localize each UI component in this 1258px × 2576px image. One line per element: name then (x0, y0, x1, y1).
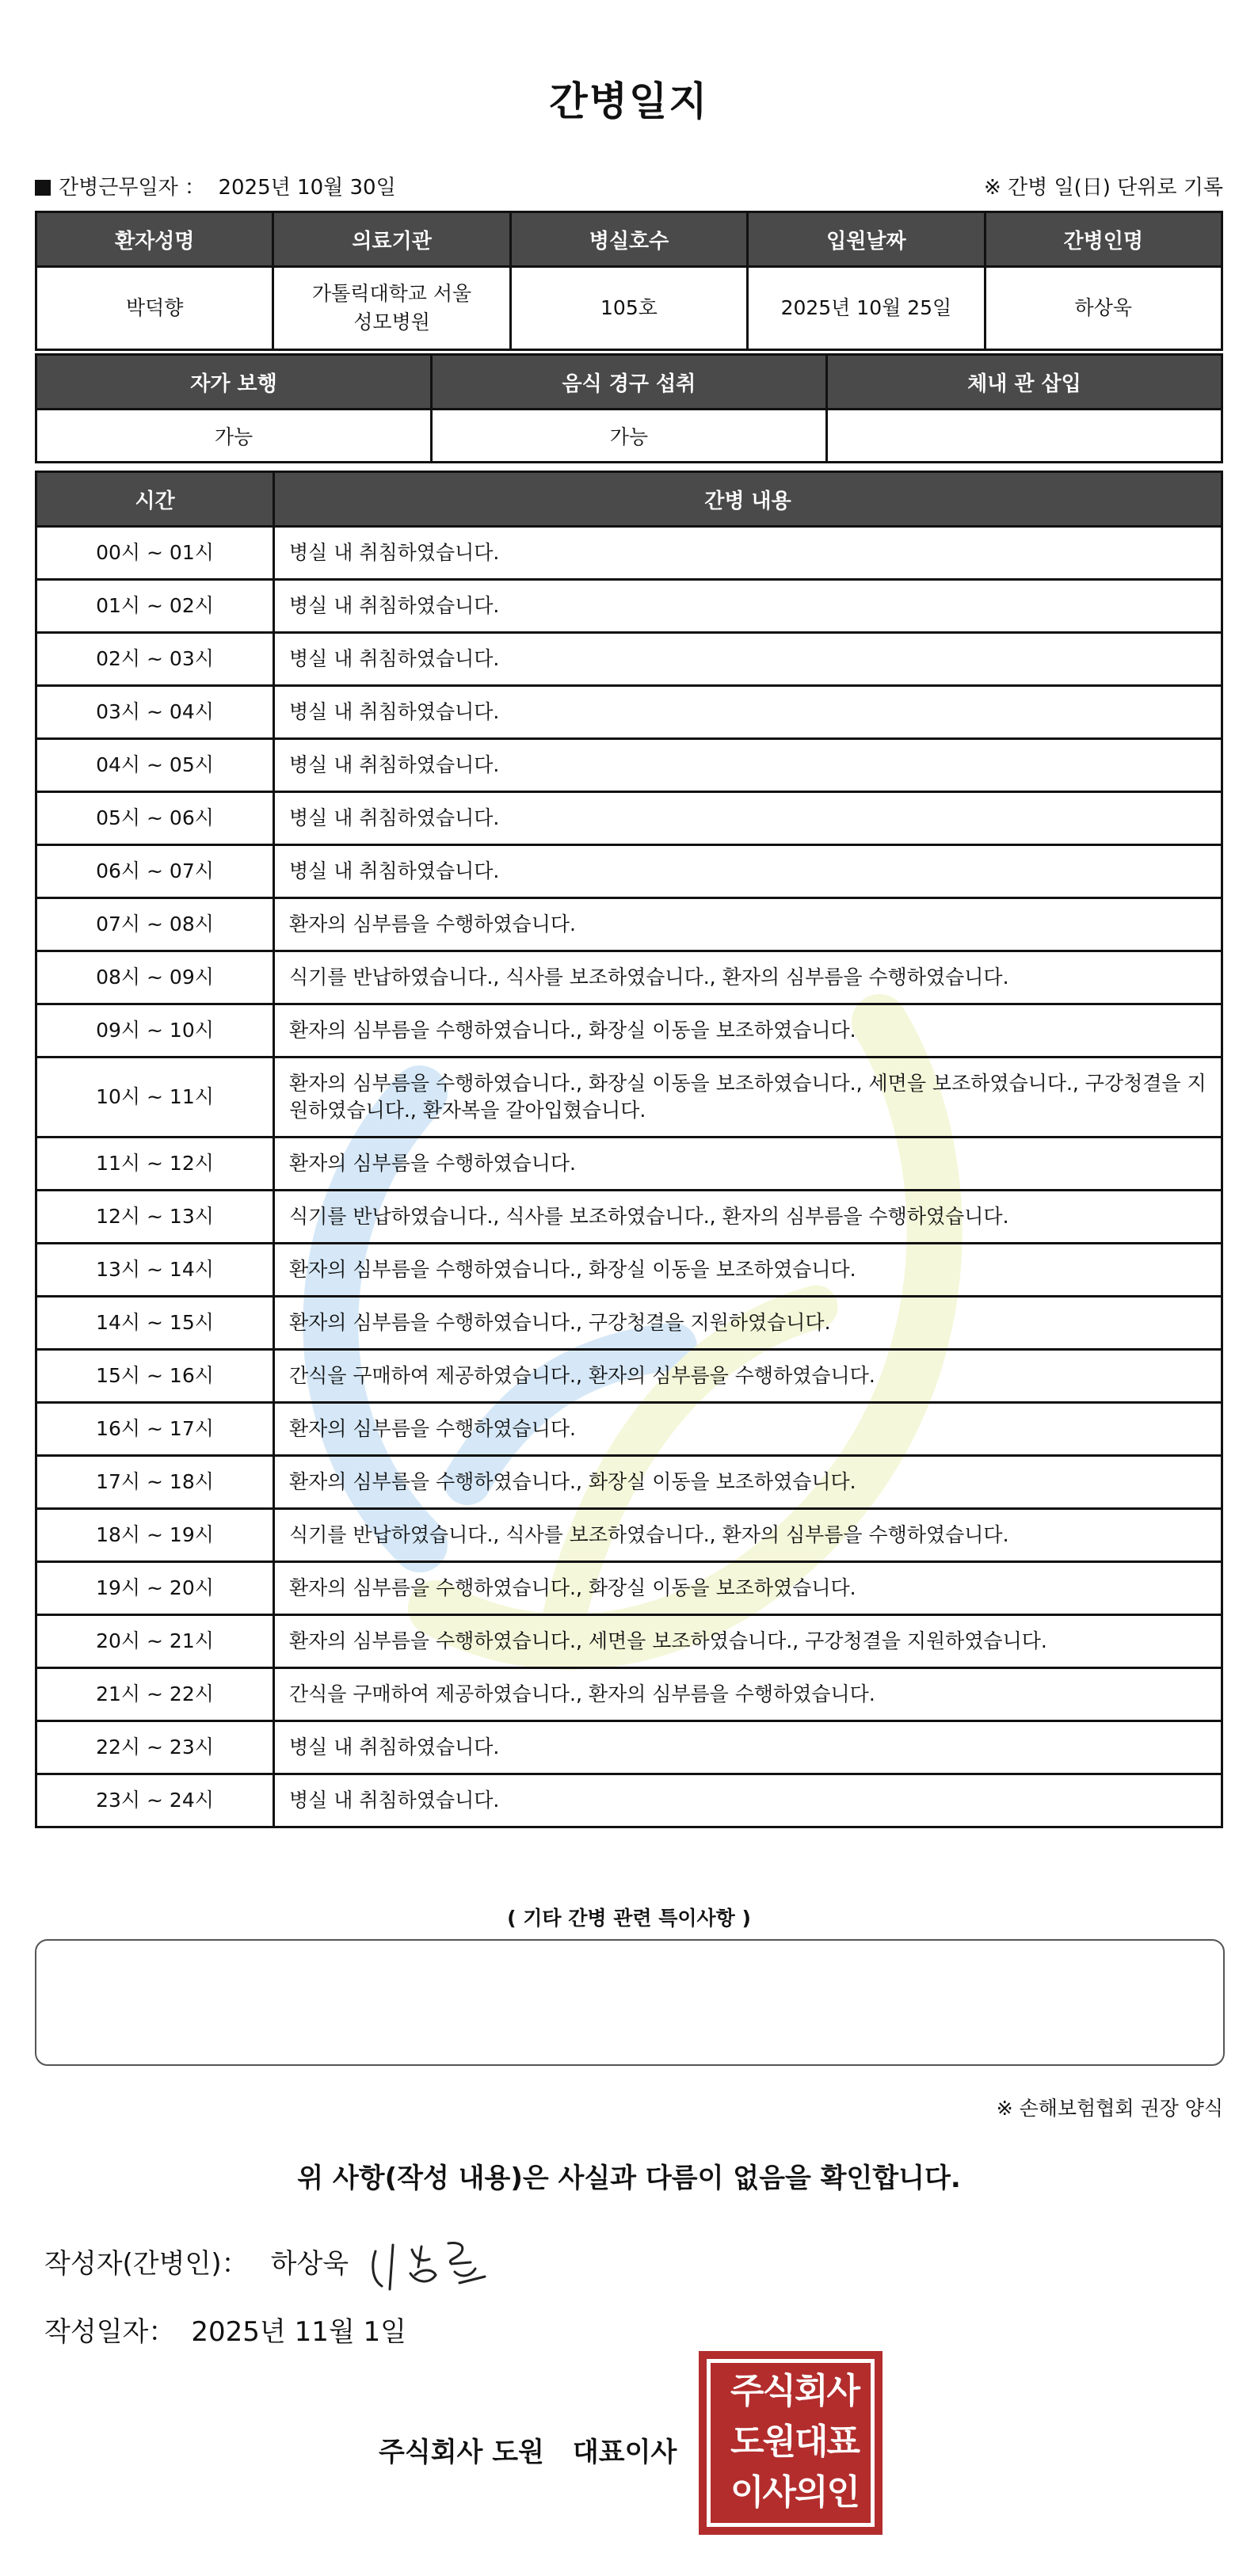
content-cell: 병실 내 취침하였습니다. (274, 527, 1222, 580)
table-row (36, 580, 1222, 633)
time-cell: 23시 ~ 24시 (36, 1774, 274, 1827)
table-row (36, 1244, 1222, 1297)
time-cell: 15시 ~ 16시 (36, 1350, 274, 1403)
time-cell: 18시 ~ 19시 (36, 1509, 274, 1562)
time-cell: 02시 ~ 03시 (36, 633, 274, 686)
time-cell: 17시 ~ 18시 (36, 1456, 274, 1509)
table-row (36, 1509, 1222, 1562)
oral-intake-value: 가능 (431, 410, 826, 463)
recommend-note: ※ 손해보험협회 권장 양식 (996, 2097, 1223, 2120)
table-row (36, 951, 1222, 1004)
content-cell: 환자의 심부름을 수행하였습니다., 구강청결을 지원하였습니다. (274, 1297, 1222, 1350)
tube-insertion-value (826, 410, 1222, 463)
header-time: 시간 (36, 472, 274, 527)
time-cell: 14시 ~ 15시 (36, 1297, 274, 1350)
content-cell: 병실 내 취침하였습니다. (274, 1721, 1222, 1774)
document-title: 간병일지 (549, 78, 709, 124)
hospital-name: 가톨릭대학교 서울성모병원 (273, 267, 510, 350)
table-row (36, 1456, 1222, 1509)
header-hospital: 의료기관 (273, 212, 510, 267)
table-row (36, 1004, 1222, 1057)
remarks-title: ( 기타 간병 관련 특이사항 ) (507, 1907, 751, 1930)
writer-label: 작성자(간병인)： (44, 2248, 249, 2280)
content-cell: 병실 내 취침하였습니다. (274, 686, 1222, 739)
content-cell: 병실 내 취침하였습니다. (274, 845, 1222, 898)
time-cell: 09시 ~ 10시 (36, 1004, 274, 1057)
content-cell: 간식을 구매하여 제공하였습니다., 환자의 심부름을 수행하였습니다. (274, 1668, 1222, 1721)
content-cell: 간식을 구매하여 제공하였습니다., 환자의 심부름을 수행하였습니다. (274, 1350, 1222, 1403)
time-cell: 11시 ~ 12시 (36, 1137, 274, 1191)
patient-name: 박덕향 (36, 267, 273, 350)
time-cell: 19시 ~ 20시 (36, 1562, 274, 1615)
time-cell: 03시 ~ 04시 (36, 686, 274, 739)
header-patient-name: 환자성명 (36, 212, 273, 267)
content-cell: 환자의 심부름을 수행하였습니다. (274, 1403, 1222, 1456)
content-cell: 식기를 반납하였습니다., 식사를 보조하였습니다., 환자의 심부름을 수행하였습니다. (274, 1509, 1222, 1562)
remarks-box (35, 1939, 1225, 2066)
admission-date: 2025년 10월 25일 (748, 267, 985, 350)
table-row (36, 686, 1222, 739)
content-cell: 병실 내 취침하였습니다. (274, 792, 1222, 845)
written-date-value: 2025년 11월 1일 (191, 2316, 406, 2348)
square-bullet-icon (35, 180, 51, 196)
content-cell: 환자의 심부름을 수행하였습니다., 화장실 이동을 보조하였습니다. (274, 1244, 1222, 1297)
patient-status-table (35, 353, 1223, 463)
header-admission-date: 입원날짜 (748, 212, 985, 267)
written-date-line (44, 2310, 406, 2349)
table-row (36, 1721, 1222, 1774)
content-cell: 병실 내 취침하였습니다. (274, 633, 1222, 686)
seal-line-3: 이사의인 (730, 2472, 859, 2513)
header-care-content: 간병 내용 (274, 472, 1222, 527)
table-row (36, 739, 1222, 792)
table-row (36, 1615, 1222, 1668)
content-cell: 환자의 심부름을 수행하였습니다., 화장실 이동을 보조하였습니다. (274, 1562, 1222, 1615)
time-cell: 07시 ~ 08시 (36, 898, 274, 951)
self-walking-value: 가능 (36, 410, 432, 463)
table-row (36, 1350, 1222, 1403)
time-cell: 08시 ~ 09시 (36, 951, 274, 1004)
time-cell: 13시 ~ 14시 (36, 1244, 274, 1297)
table-row (36, 1057, 1222, 1137)
table-row (36, 1403, 1222, 1456)
table-row (36, 792, 1222, 845)
content-cell: 환자의 심부름을 수행하였습니다. (274, 1137, 1222, 1191)
table-row (36, 845, 1222, 898)
table-row (36, 633, 1222, 686)
writer-name: 하상욱 (270, 2248, 349, 2280)
content-cell: 환자의 심부름을 수행하였습니다., 화장실 이동을 보조하였습니다. (274, 1004, 1222, 1057)
content-cell: 병실 내 취침하였습니다. (274, 739, 1222, 792)
time-cell: 21시 ~ 22시 (36, 1668, 274, 1721)
table-row (36, 1562, 1222, 1615)
time-cell: 22시 ~ 23시 (36, 1721, 274, 1774)
time-cell: 05시 ~ 06시 (36, 792, 274, 845)
content-cell: 식기를 반납하였습니다., 식사를 보조하였습니다., 환자의 심부름을 수행하였습니다. (274, 1191, 1222, 1244)
table-row (36, 1668, 1222, 1721)
content-cell: 환자의 심부름을 수행하였습니다., 화장실 이동을 보조하였습니다., 세면을 보조하였습니다., 구강청결을 지원하였습니다., 환자복을 갈아입혔습니다. (274, 1057, 1222, 1137)
company-name: 주식회사 도원 (379, 2437, 544, 2468)
patient-info-table (35, 211, 1223, 351)
written-date-label: 작성일자： (44, 2316, 176, 2348)
confirmation-statement: 위 사항(작성 내용)은 사실과 다름이 없음을 확인합니다. (297, 2163, 961, 2194)
time-cell: 04시 ~ 05시 (36, 739, 274, 792)
company-role: 대표이사 (572, 2437, 677, 2468)
time-cell: 10시 ~ 11시 (36, 1057, 274, 1137)
table-row (36, 1297, 1222, 1350)
time-cell: 06시 ~ 07시 (36, 845, 274, 898)
work-date (35, 171, 396, 200)
table-row (36, 898, 1222, 951)
header-caregiver: 간병인명 (985, 212, 1222, 267)
writer-line (44, 2242, 349, 2281)
header-tube-insertion: 체내 관 삽입 (826, 355, 1222, 410)
content-cell: 병실 내 취침하였습니다. (274, 1774, 1222, 1827)
seal-line-1: 주식회사 (730, 2371, 859, 2411)
content-cell: 환자의 심부름을 수행하였습니다., 세면을 보조하였습니다., 구강청결을 지원하였습니다. (274, 1615, 1222, 1668)
caregiver-name: 하상욱 (985, 267, 1222, 350)
company-line (379, 2430, 677, 2469)
content-cell: 환자의 심부름을 수행하였습니다., 화장실 이동을 보조하였습니다. (274, 1456, 1222, 1509)
time-cell: 01시 ~ 02시 (36, 580, 274, 633)
seal-line-2: 도원대표 (730, 2422, 859, 2462)
header-oral-intake: 음식 경구 섭취 (431, 355, 826, 410)
work-date-label: 간병근무일자 ： (59, 176, 205, 200)
time-cell: 00시 ~ 01시 (36, 527, 274, 580)
content-cell: 식기를 반납하였습니다., 식사를 보조하였습니다., 환자의 심부름을 수행하였습니다. (274, 951, 1222, 1004)
header-room: 병실호수 (510, 212, 747, 267)
company-seal-stamp (699, 2351, 883, 2535)
care-log-table (35, 471, 1223, 1828)
seal-border (707, 2359, 875, 2527)
content-cell: 병실 내 취침하였습니다. (274, 580, 1222, 633)
table-row (36, 1137, 1222, 1191)
handwritten-signature (366, 2227, 501, 2299)
table-row (36, 527, 1222, 580)
content-cell: 환자의 심부름을 수행하였습니다. (274, 898, 1222, 951)
table-row (36, 1191, 1222, 1244)
time-cell: 16시 ~ 17시 (36, 1403, 274, 1456)
unit-note: ※ 간병 일(日) 단위로 기록 (983, 176, 1223, 200)
table-row (36, 1774, 1222, 1827)
header-self-walking: 자가 보행 (36, 355, 432, 410)
room-number: 105호 (510, 267, 747, 350)
time-cell: 20시 ~ 21시 (36, 1615, 274, 1668)
work-date-value: 2025년 10월 30일 (218, 176, 396, 200)
time-cell: 12시 ~ 13시 (36, 1191, 274, 1244)
